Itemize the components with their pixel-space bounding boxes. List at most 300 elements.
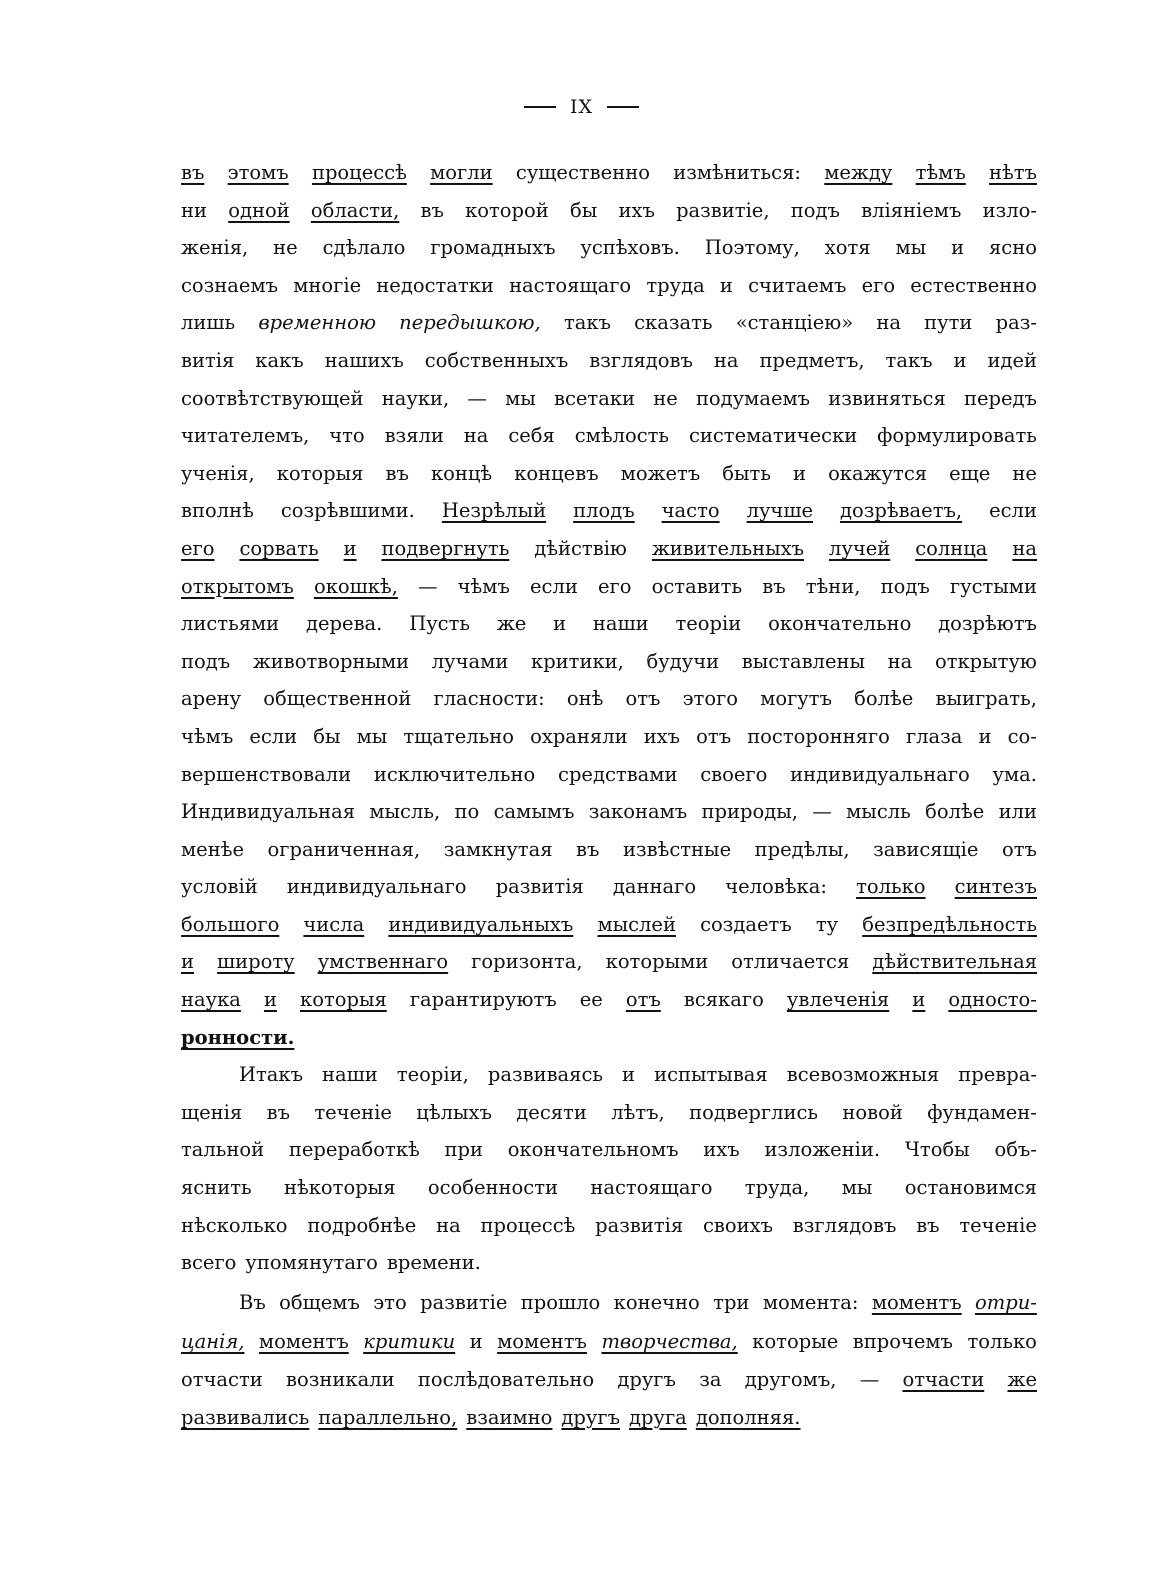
text-line: [181, 718, 1037, 756]
word: труда,: [744, 1176, 810, 1200]
word: исключительно: [373, 762, 536, 786]
word: за: [699, 1368, 722, 1391]
text-line: [181, 643, 1037, 681]
word: друга: [629, 1405, 687, 1429]
text-line: [181, 1056, 1037, 1094]
word: взаимно: [466, 1405, 553, 1429]
word: могутъ: [760, 687, 832, 711]
word: и: [912, 988, 926, 1012]
text-line: [181, 1361, 1037, 1399]
word: развитія: [495, 875, 584, 899]
word: витія: [181, 348, 235, 372]
word: ученія,: [181, 461, 255, 485]
word: между: [824, 161, 893, 184]
word: можетъ: [620, 461, 701, 485]
word: мы: [356, 724, 388, 748]
right-dash: [607, 106, 639, 108]
word: тальной: [181, 1138, 265, 1162]
text-line: [181, 1094, 1037, 1132]
word: же: [496, 612, 527, 636]
word: глаза: [905, 724, 963, 748]
word: всякаго: [683, 988, 764, 1012]
text-line: [181, 1244, 1037, 1282]
word: теченіе: [314, 1100, 392, 1124]
word: ее: [579, 988, 603, 1012]
text-line: [181, 342, 1037, 380]
word: не: [653, 386, 678, 410]
word: природы,: [701, 800, 798, 824]
word: настоящаго: [509, 273, 632, 297]
text-line: [181, 1282, 1037, 1324]
word: на: [876, 311, 901, 335]
word: и: [953, 348, 967, 372]
word: процессѣ: [480, 1213, 576, 1237]
word: «станціею»: [735, 311, 854, 335]
word: мысль: [846, 800, 911, 824]
word: и: [793, 461, 807, 485]
word: на: [436, 1213, 461, 1237]
word: моментъ: [871, 1290, 962, 1314]
word: громадныхъ: [430, 236, 556, 260]
word: временною: [258, 311, 376, 335]
word: испытывая: [654, 1063, 768, 1087]
word: которыя: [300, 988, 387, 1012]
word: только: [856, 875, 926, 899]
word: десяти: [516, 1100, 587, 1124]
word: окажутся: [828, 461, 928, 485]
text-line: [181, 1131, 1037, 1169]
word: въ: [266, 1100, 290, 1124]
word: процессѣ: [311, 161, 407, 184]
word: такъ: [885, 348, 933, 372]
text-line: [181, 756, 1037, 794]
word: женія,: [181, 236, 249, 260]
word: и: [343, 536, 357, 560]
word: три: [713, 1290, 750, 1314]
word: многіе: [293, 273, 362, 297]
word: —: [859, 1368, 880, 1391]
word: будучи: [646, 649, 720, 673]
word: вліяніемъ: [861, 198, 962, 222]
word: науки,: [381, 386, 450, 410]
word: концѣ: [430, 461, 493, 485]
word: фундамен-: [927, 1100, 1037, 1124]
word: тщательно: [403, 724, 514, 748]
word: въ: [762, 574, 786, 598]
word: соотвѣтствующей: [181, 386, 364, 410]
word: широту: [217, 950, 295, 974]
word: особенности: [427, 1176, 558, 1200]
word: листьями: [181, 612, 280, 636]
word: отъ: [1001, 837, 1037, 861]
word: прошло: [520, 1290, 601, 1314]
word: отъ: [696, 724, 732, 748]
word: области,: [310, 198, 400, 222]
word: творчества,: [601, 1330, 738, 1354]
text-line: [181, 793, 1037, 831]
word: этого: [682, 687, 739, 711]
word: передышкою,: [399, 311, 541, 335]
text-line: [181, 981, 1037, 1019]
word: которыми: [605, 950, 709, 974]
word: ихъ: [643, 724, 681, 748]
word: превра-: [958, 1063, 1037, 1087]
word: теоріи,: [396, 1063, 469, 1087]
word: себя: [508, 424, 555, 448]
word: самымъ: [493, 800, 575, 824]
word: ихъ: [703, 1138, 740, 1162]
word: Чтобы: [904, 1138, 970, 1162]
word: болѣе: [854, 687, 914, 711]
word: въ: [916, 1213, 940, 1237]
word: объ-: [994, 1138, 1037, 1162]
word: существенно: [515, 161, 650, 184]
word: тѣни,: [805, 574, 861, 598]
text-line: [181, 868, 1037, 906]
word: солнца: [915, 536, 988, 560]
word: параллельно,: [318, 1405, 458, 1429]
word: созрѣвшими.: [280, 499, 415, 523]
text-line: [181, 380, 1037, 418]
word: сорвать: [239, 536, 319, 560]
word: читателемъ,: [181, 424, 310, 448]
text-line: [181, 1399, 1037, 1437]
word: другъ: [561, 1405, 620, 1429]
word: что: [329, 424, 365, 448]
word: гарантируютъ: [409, 988, 557, 1012]
word: плодъ: [573, 499, 635, 523]
word: если: [530, 574, 578, 598]
word: теченіе: [959, 1213, 1037, 1237]
text-line: [181, 568, 1037, 606]
word: подробнѣе: [307, 1213, 417, 1237]
word: хотя: [824, 236, 871, 260]
word: человѣка:: [725, 875, 827, 899]
word: критики,: [531, 649, 624, 673]
word: лишь: [181, 311, 236, 335]
word: замкнутая: [443, 837, 553, 861]
word: цанія,: [181, 1330, 245, 1354]
body-text: [181, 154, 1037, 1436]
word: со-: [1007, 724, 1037, 748]
word: всетаки: [553, 386, 636, 410]
word: такъ: [563, 311, 611, 335]
word: подвергнуть: [381, 536, 510, 560]
text-line: [181, 417, 1037, 455]
word: наука: [181, 988, 241, 1012]
word: и: [181, 950, 194, 974]
word: новой: [842, 1100, 903, 1124]
word: успѣховъ.: [580, 236, 680, 260]
text-line: [181, 267, 1037, 305]
word: менѣе: [181, 837, 245, 861]
word: индивидуальнаго: [286, 875, 467, 899]
word: впрочемъ: [852, 1330, 953, 1354]
word: средствами: [558, 762, 678, 786]
word: быть: [722, 461, 771, 485]
word: числа: [303, 912, 365, 936]
word: ихъ: [618, 198, 655, 222]
word: ограниченная,: [267, 837, 421, 861]
word: сказать: [634, 311, 713, 335]
word: оставить: [651, 574, 743, 598]
word: отъ: [625, 687, 661, 711]
text-line: [181, 492, 1037, 530]
word: естественно: [910, 273, 1037, 297]
word: Въ: [239, 1290, 266, 1314]
word: изло-: [982, 198, 1037, 222]
word: ни: [181, 198, 207, 222]
word: этомъ: [227, 161, 289, 184]
word: и: [622, 1063, 636, 1087]
word: подъ: [181, 649, 231, 673]
word: подъ: [880, 574, 930, 598]
word: въ: [420, 198, 444, 222]
word: синтезъ: [954, 875, 1037, 899]
word: не: [1012, 461, 1037, 485]
word: еще: [949, 461, 991, 485]
word: цѣлыхъ: [416, 1100, 492, 1124]
word: конечно: [613, 1290, 700, 1314]
word: изложеніи.: [764, 1138, 881, 1162]
word: и: [553, 612, 567, 636]
word: лучше: [746, 499, 813, 523]
word: Пусть: [409, 612, 470, 636]
text-line: [181, 831, 1037, 869]
word: и: [719, 273, 733, 297]
word: вполнѣ: [181, 499, 254, 523]
word: предметъ,: [759, 348, 865, 372]
word: и: [469, 1330, 483, 1354]
word: законамъ: [588, 800, 688, 824]
word: сдѣлало: [322, 236, 406, 260]
word: мысль,: [369, 800, 441, 824]
word: охраняли: [530, 724, 628, 748]
word: развивались: [181, 1405, 310, 1429]
word: и: [263, 988, 277, 1012]
word: взглядовъ: [792, 1213, 897, 1237]
word: раз-: [995, 311, 1037, 335]
page-number-header: [0, 96, 1163, 118]
word: мыслей: [597, 912, 676, 936]
word: подъ: [790, 198, 840, 222]
word: дѣйствію: [534, 536, 627, 560]
text-line: [181, 1323, 1037, 1361]
word: передъ: [963, 386, 1037, 410]
word: переработкѣ: [288, 1138, 420, 1162]
word: гласности:: [433, 687, 545, 711]
word: въ: [576, 837, 600, 861]
word: дополняя.: [695, 1405, 801, 1429]
word: чѣмъ: [181, 724, 234, 748]
word: идей: [987, 348, 1037, 372]
word: моментъ: [258, 1330, 349, 1354]
word: отъ: [625, 988, 661, 1012]
text-line: [181, 192, 1037, 230]
word: бы: [569, 198, 598, 222]
word: нѣсколько: [181, 1213, 288, 1237]
word: развитіе,: [676, 198, 770, 222]
word: нѣтъ: [989, 161, 1037, 184]
word: одной: [228, 198, 290, 222]
word: развитіе: [420, 1290, 508, 1314]
text-line: [181, 229, 1037, 267]
word: односто-: [948, 988, 1037, 1012]
word: подверглись: [689, 1100, 819, 1124]
word: ума.: [992, 762, 1037, 786]
word: упомянутаго: [245, 1251, 378, 1275]
word: если: [989, 499, 1037, 523]
word: создаетъ: [700, 912, 792, 936]
page-number: IX: [569, 96, 594, 118]
word: общественной: [263, 687, 412, 711]
word: болѣе: [925, 800, 985, 824]
word: на: [887, 649, 913, 673]
word: и: [978, 724, 992, 748]
word: тѣмъ: [915, 161, 966, 184]
word: яснить: [181, 1176, 252, 1200]
word: его: [598, 574, 632, 598]
word: онѣ: [566, 687, 604, 711]
word: считаемъ: [748, 273, 847, 297]
word: на: [1012, 536, 1037, 560]
word: концевъ: [514, 461, 599, 485]
word: ту: [815, 912, 839, 936]
word: условій: [181, 875, 258, 899]
word: мы: [841, 1176, 873, 1200]
word: мы: [505, 386, 536, 410]
text-line: [181, 906, 1037, 944]
text-line: [181, 154, 1037, 192]
word: нѣкоторыя: [283, 1176, 396, 1200]
word: момента:: [762, 1290, 859, 1314]
word: всего: [181, 1251, 237, 1275]
word: дозрѣютъ: [938, 612, 1037, 636]
text-line: [181, 455, 1037, 493]
word: же: [1007, 1368, 1037, 1391]
word: щенія: [181, 1100, 243, 1124]
word: собственныхъ: [424, 348, 569, 372]
word: увлеченія: [786, 988, 890, 1012]
word: наши: [592, 612, 649, 636]
word: дерева.: [306, 612, 383, 636]
word: индивидуальнаго: [790, 762, 970, 786]
word: только: [967, 1330, 1037, 1354]
word: своего: [700, 762, 768, 786]
word: могли: [430, 161, 493, 184]
word: Поэтому,: [704, 236, 800, 260]
word: умственнаго: [317, 950, 449, 974]
word: которые: [752, 1330, 839, 1354]
word: зависящіе: [873, 837, 979, 861]
word: формулировать: [877, 424, 1037, 448]
word: систематически: [688, 424, 858, 448]
word: —: [467, 386, 487, 410]
text-line: [181, 1207, 1037, 1245]
word: это: [373, 1290, 407, 1314]
word: развитія: [595, 1213, 684, 1237]
word: лѣтъ,: [611, 1100, 665, 1124]
word: большого: [181, 912, 280, 936]
word: ясно: [988, 236, 1037, 260]
word: недостатки: [376, 273, 494, 297]
word: бы: [313, 724, 341, 748]
word: отличается: [731, 950, 850, 974]
word: настоящаго: [590, 1176, 713, 1200]
word: измѣниться:: [673, 161, 801, 184]
word: животворными: [252, 649, 410, 673]
word: всевозможныя: [786, 1063, 940, 1087]
text-line: [181, 304, 1037, 342]
text-line: [181, 530, 1037, 568]
word: подумаемъ: [695, 386, 811, 410]
word: окошкѣ,: [313, 574, 398, 598]
word: смѣлость: [574, 424, 670, 448]
word: выставлены: [741, 649, 866, 673]
word: его: [861, 273, 896, 297]
word: безпредѣльность: [862, 912, 1037, 936]
word: живительныхъ: [651, 536, 805, 560]
word: дозрѣваетъ,: [839, 499, 963, 523]
word: взяли: [384, 424, 444, 448]
word: другъ: [617, 1368, 676, 1391]
word: пути: [924, 311, 973, 335]
word: если: [249, 724, 298, 748]
word: чѣмъ: [457, 574, 510, 598]
word: которыя: [276, 461, 364, 485]
word: вершенствовали: [181, 762, 352, 786]
text-line: [181, 680, 1037, 718]
word: и: [951, 236, 965, 260]
word: не: [273, 236, 298, 260]
word: теоріи: [675, 612, 742, 636]
word: Незрѣлый: [441, 499, 547, 523]
word: сознаемъ: [181, 273, 279, 297]
left-dash: [524, 106, 556, 108]
word: отчасти: [181, 1368, 263, 1391]
word: нашихъ: [324, 348, 404, 372]
word: извѣстные: [622, 837, 732, 861]
word: окончательно: [768, 612, 912, 636]
word: густыми: [949, 574, 1037, 598]
word: при: [444, 1138, 483, 1162]
text-line: [181, 1169, 1037, 1207]
word: времени.: [386, 1251, 481, 1275]
word: критики: [363, 1330, 456, 1354]
word: предѣлы,: [754, 837, 850, 861]
word: послѣдовательно: [417, 1368, 595, 1391]
word: —: [812, 800, 832, 824]
word: лучами: [431, 649, 509, 673]
word: въ: [181, 161, 205, 184]
word: дѣйствительная: [872, 950, 1037, 974]
word: моментъ: [497, 1330, 587, 1354]
word: по: [454, 800, 480, 824]
word: общемъ: [279, 1290, 360, 1314]
word: развиваясь: [487, 1063, 604, 1087]
word: отчасти: [902, 1368, 985, 1391]
word: часто: [661, 499, 720, 523]
text-line: [181, 605, 1037, 643]
text-line: [181, 1019, 1037, 1057]
word: извиняться: [828, 386, 946, 410]
word: открытомъ: [181, 574, 294, 598]
word: выиграть,: [935, 687, 1037, 711]
word: труда: [646, 273, 705, 297]
word: возникали: [286, 1368, 395, 1391]
word: горизонта,: [471, 950, 583, 974]
word: индивидуальныхъ: [388, 912, 574, 936]
